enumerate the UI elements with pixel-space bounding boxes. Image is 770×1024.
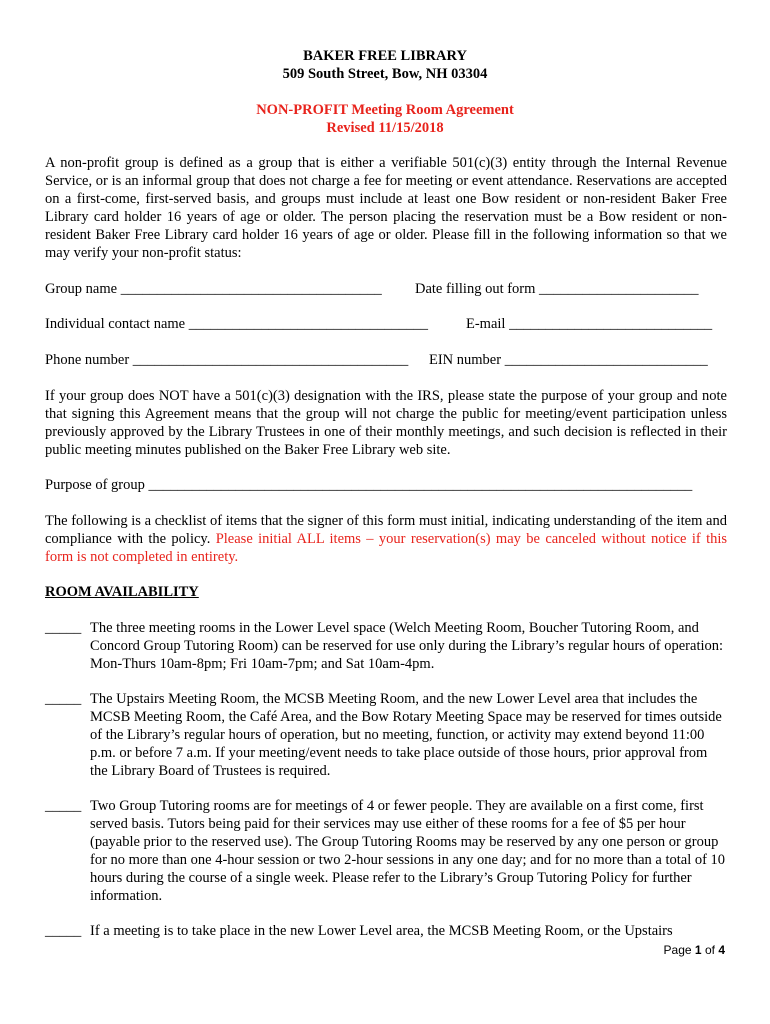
initial-blank[interactable]: _____ xyxy=(45,923,82,939)
irs-paragraph: If your group does NOT have a 501(c)(3) designation with the IRS, please state the purpose of your group and note that signing this Agreement means that the group will not charge the public for meeting/event participation unless previously approved by the Library Trustees in one of their monthly meetings, and such decision is reflected in their public meeting minutes published on the Baker Free Library web site. xyxy=(45,388,727,458)
date-filling-field[interactable]: Date filling out form ______________________ xyxy=(415,281,699,297)
checklist-item-text: Two Group Tutoring rooms are for meetings of 4 or fewer people. They are available on a first come, first served basis. Tutors being paid for their services may use either of these rooms for a fee of $5 per hour (payable prior to the reserved use). The Group Tutoring Rooms may be reserved by any one person or group for no more than one 4-hour session or two 2-hour sessions in any one day; and for no more than a total of 10 hours during the course of a single week. Please refer to the Library’s Group Tutoring Policy for further information. xyxy=(90,798,726,904)
contact-name-field[interactable]: Individual contact name _________________________________ xyxy=(45,316,428,332)
group-name-field[interactable]: Group name ____________________________________ xyxy=(45,281,382,297)
revision-date: Revised 11/15/2018 xyxy=(326,120,444,136)
checklist-item xyxy=(45,690,727,780)
checklist-item-text: The three meeting rooms in the Lower Level space (Welch Meeting Room, Boucher Tutoring Room, and Concord Group Tutoring Room) can be reserved for use only during the Library’s regular hours of operation: Mon-Thurs 10am-8pm; Fri 10am-7pm; and Sat 10am-4pm. xyxy=(90,620,724,672)
library-address: 509 South Street, Bow, NH 03304 xyxy=(282,66,488,82)
page-total: 4 xyxy=(718,943,725,957)
checklist-item xyxy=(45,619,727,673)
purpose-field[interactable]: Purpose of group ___________________________________________________________________________ xyxy=(45,477,693,493)
phone-field[interactable]: Phone number ______________________________________ xyxy=(45,352,409,368)
intro-paragraph: A non-profit group is defined as a group that is either a verifiable 501(c)(3) entity through the Internal Revenue Service, or is an informal group that does not charge a fee for meeting or event attendance. Reservations are accepted on a first-come, first-served basis, and groups must include at least one Bow resident or non-resident Baker Free Library card holder 16 years of age or older. The person placing the reservation must be a Bow resident or non-resident Baker Free Library card holder 16 years of age or older. Please fill in the following information so that we may verify your non-profit status: xyxy=(45,155,727,261)
ein-field[interactable]: EIN number ____________________________ xyxy=(429,352,708,368)
checklist-item-text: The Upstairs Meeting Room, the MCSB Meeting Room, and the new Lower Level area that includes the MCSB Meeting Room, the Café Area, and the Bow Rotary Meeting Space may be reserved for times outside of the Library’s regular hours of operation, but no meeting, function, or activity may extend beyond 11:00 p.m. or before 7 a.m. If your meeting/event needs to take place outside of those hours, prior approval from the Library Board of Trustees is required. xyxy=(90,691,722,779)
email-field[interactable]: E-mail ____________________________ xyxy=(466,316,713,332)
initial-blank[interactable]: _____ xyxy=(45,691,82,707)
form-title: NON-PROFIT Meeting Room Agreement xyxy=(256,102,514,118)
page-number: 1 xyxy=(694,943,702,957)
checklist-item-text: If a meeting is to take place in the new Lower Level area, the MCSB Meeting Room, or the Upstairs xyxy=(90,923,673,939)
checklist-intro xyxy=(45,512,727,566)
initial-blank[interactable]: _____ xyxy=(45,798,82,814)
checklist-intro-text: The following is a checklist of items that the signer of this form must initial, indicating understanding of the item and compliance with the policy. xyxy=(45,513,727,547)
of-word: of xyxy=(704,943,715,957)
page-footer xyxy=(664,943,725,957)
page-word: Page xyxy=(663,943,692,957)
checklist-item xyxy=(45,922,727,940)
checklist-item xyxy=(45,797,727,905)
library-name: BAKER FREE LIBRARY xyxy=(303,48,467,64)
section-title: ROOM AVAILABILITY xyxy=(45,584,199,600)
initial-blank[interactable]: _____ xyxy=(45,620,82,636)
checklist-warning: Please initial ALL items – your reservation(s) may be canceled without notice if this form is not completed in entirety. xyxy=(45,531,728,565)
